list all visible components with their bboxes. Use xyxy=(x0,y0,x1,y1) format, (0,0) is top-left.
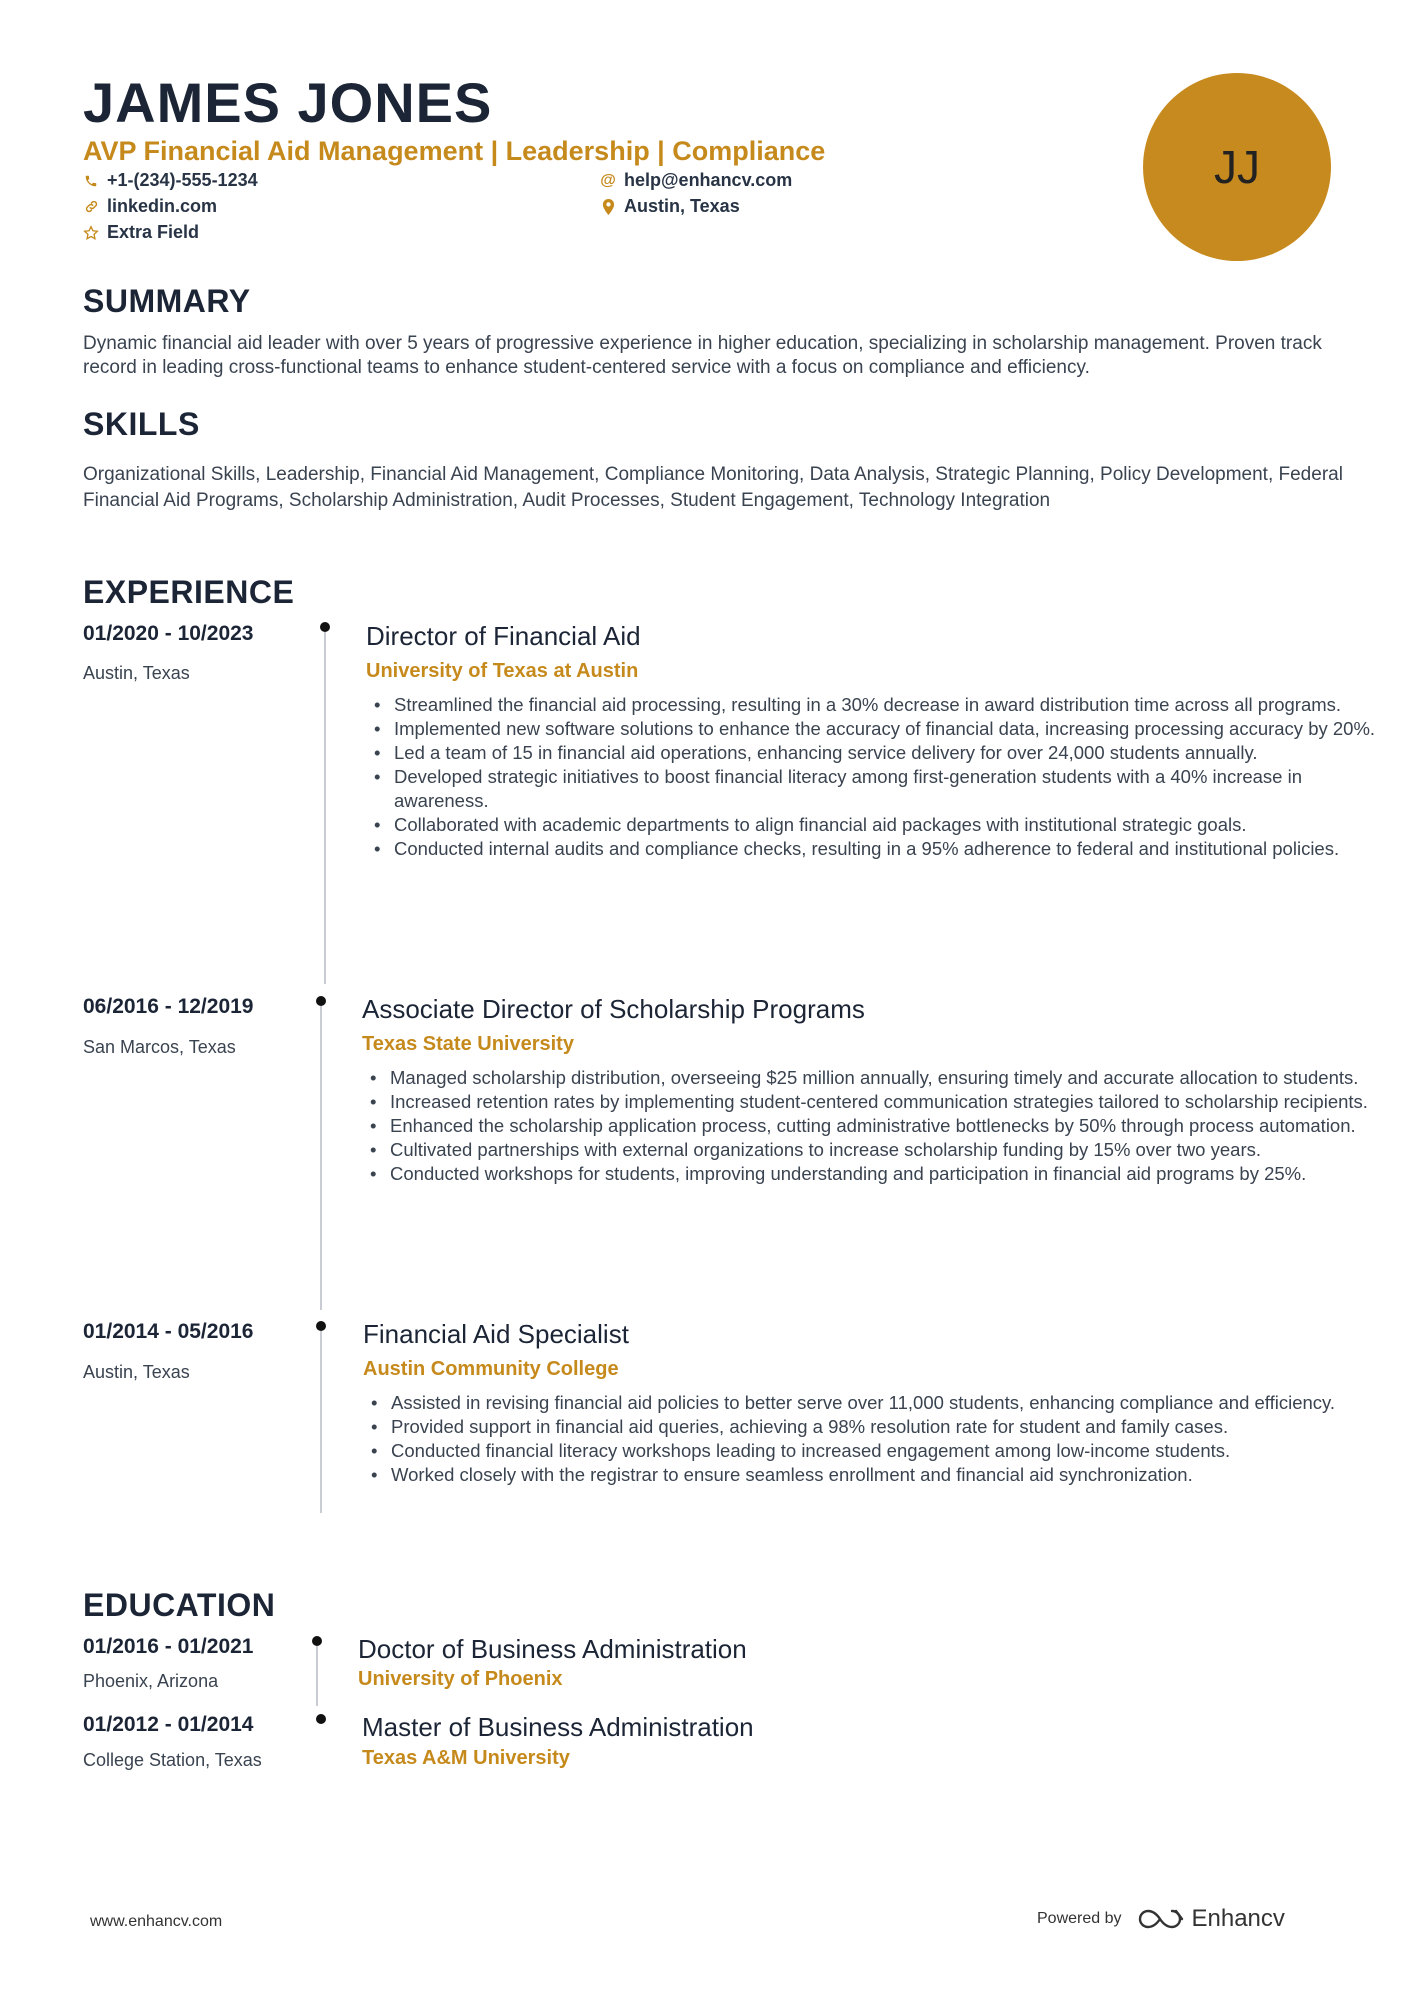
summary-title: SUMMARY xyxy=(83,283,251,319)
job-title: Financial Aid Specialist xyxy=(363,1319,629,1349)
job-bullet: • Conducted financial literacy workshops leading to increased engagement among low-income students. xyxy=(391,1439,1376,1463)
job-location: Austin, Texas xyxy=(83,1362,190,1382)
education-title: EDUCATION xyxy=(83,1587,276,1623)
job-bullet: • Implemented new software solutions to enhance the accuracy of financial data, increasing processing accuracy by 20%. xyxy=(394,717,1379,741)
timeline-line xyxy=(324,632,326,984)
job-dates: 01/2014 - 05/2016 xyxy=(83,1320,254,1343)
infinity-logo-icon xyxy=(1136,1907,1184,1931)
job-bullets xyxy=(368,693,1379,861)
job-bullet: • Streamlined the financial aid processing, resulting in a 30% decrease in award distribution time across all programs. xyxy=(394,693,1379,717)
job-bullet: • Assisted in revising financial aid policies to better serve over 11,000 students, enhancing compliance and efficiency. xyxy=(391,1391,1376,1415)
contact-phone xyxy=(83,170,258,191)
footer-website[interactable]: www.enhancv.com xyxy=(90,1913,223,1930)
job-dates: 01/2020 - 10/2023 xyxy=(83,622,254,645)
job-bullets xyxy=(365,1391,1376,1487)
timeline-dot xyxy=(312,1636,322,1646)
job-bullet: • Worked closely with the registrar to ensure seamless enrollment and financial aid synchronization. xyxy=(391,1463,1376,1487)
candidate-headline: AVP Financial Aid Management | Leadership | Compliance xyxy=(83,136,826,166)
location-pin-icon xyxy=(600,199,616,215)
job-location: Austin, Texas xyxy=(83,663,190,683)
extra-text: Extra Field xyxy=(107,222,200,242)
degree-title: Master of Business Administration xyxy=(362,1712,754,1742)
job-employer: University of Texas at Austin xyxy=(366,660,639,682)
education-dates: 01/2012 - 01/2014 xyxy=(83,1713,254,1736)
job-bullet: • Enhanced the scholarship application process, cutting administrative bottlenecks by 50% through process automation. xyxy=(390,1114,1375,1138)
degree-title: Doctor of Business Administration xyxy=(358,1634,747,1664)
job-bullets xyxy=(364,1066,1375,1186)
phone-icon xyxy=(83,173,99,189)
job-employer: Texas State University xyxy=(362,1033,574,1055)
job-bullet: • Collaborated with academic departments to align financial aid packages with institutional strategic goals. xyxy=(394,813,1379,837)
powered-by xyxy=(1037,1905,1285,1933)
job-bullet: • Conducted workshops for students, improving understanding and participation in financial aid programs by 25%. xyxy=(390,1162,1375,1186)
link-icon xyxy=(83,199,99,215)
summary-text: Dynamic financial aid leader with over 5 years of progressive experience in higher education, specializing in scholarship management. Proven track record in leading cross-functional teams to enhance student-centered service with a focus on compliance and efficiency. xyxy=(83,333,1322,378)
job-location: San Marcos, Texas xyxy=(83,1037,236,1057)
job-bullet: • Provided support in financial aid queries, achieving a 98% resolution rate for student and family cases. xyxy=(391,1415,1376,1439)
star-icon xyxy=(83,225,99,241)
education-location: Phoenix, Arizona xyxy=(83,1671,219,1691)
job-dates: 06/2016 - 12/2019 xyxy=(83,995,254,1018)
timeline-line xyxy=(320,1331,322,1513)
school-name: University of Phoenix xyxy=(358,1668,563,1690)
contact-email[interactable] xyxy=(600,170,792,191)
timeline-dot xyxy=(316,1714,326,1724)
education-location: College Station, Texas xyxy=(83,1750,262,1770)
job-bullet: • Led a team of 15 in financial aid operations, enhancing service delivery for over 24,000 students annually. xyxy=(394,741,1379,765)
avatar xyxy=(1143,73,1331,261)
brand-name: Enhancv xyxy=(1191,1905,1285,1932)
timeline-line xyxy=(316,1646,318,1706)
school-name: Texas A&M University xyxy=(362,1747,570,1769)
phone-text: +1-(234)-555-1234 xyxy=(107,170,258,190)
education-dates: 01/2016 - 01/2021 xyxy=(83,1635,254,1658)
skills-title: SKILLS xyxy=(83,406,200,442)
timeline-dot xyxy=(320,622,330,632)
at-icon: @ xyxy=(600,171,616,189)
contact-linkedin[interactable] xyxy=(83,196,217,217)
location-text: Austin, Texas xyxy=(624,196,740,216)
skills-text: Organizational Skills, Leadership, Financial Aid Management, Compliance Monitoring, Data Analysis, Strategic Planning, Policy Development, Federal Financial Aid Programs, Scholarship Administration, Audit Processes, Student Engagement, Technology Integration xyxy=(83,464,1343,511)
experience-title: EXPERIENCE xyxy=(83,574,295,610)
email-text[interactable]: help@enhancv.com xyxy=(624,170,793,190)
job-title: Director of Financial Aid xyxy=(366,621,641,651)
job-employer: Austin Community College xyxy=(363,1358,619,1380)
timeline-line xyxy=(320,1006,322,1310)
linkedin-text[interactable]: linkedin.com xyxy=(107,196,218,216)
job-bullet: • Developed strategic initiatives to boost financial literacy among first-generation students with a 40% increase in awareness. xyxy=(394,765,1379,813)
job-bullet: • Managed scholarship distribution, overseeing $25 million annually, ensuring timely and accurate allocation to students. xyxy=(390,1066,1375,1090)
job-bullet: • Conducted internal audits and compliance checks, resulting in a 95% adherence to federal and institutional policies. xyxy=(394,837,1379,861)
contact-location xyxy=(600,196,740,217)
job-title: Associate Director of Scholarship Programs xyxy=(362,994,865,1024)
avatar-initials: JJ xyxy=(1214,141,1260,193)
timeline-dot xyxy=(316,1321,326,1331)
powered-by-text: Powered by xyxy=(1037,1910,1122,1927)
timeline-dot xyxy=(316,996,326,1006)
job-bullet: • Increased retention rates by implementing student-centered communication strategies tailored to scholarship recipients. xyxy=(390,1090,1375,1114)
contact-extra xyxy=(83,222,199,243)
job-bullet: • Cultivated partnerships with external organizations to increase scholarship funding by 15% over two years. xyxy=(390,1138,1375,1162)
brand-logo[interactable] xyxy=(1136,1905,1285,1933)
candidate-name: JAMES JONES xyxy=(83,71,493,134)
